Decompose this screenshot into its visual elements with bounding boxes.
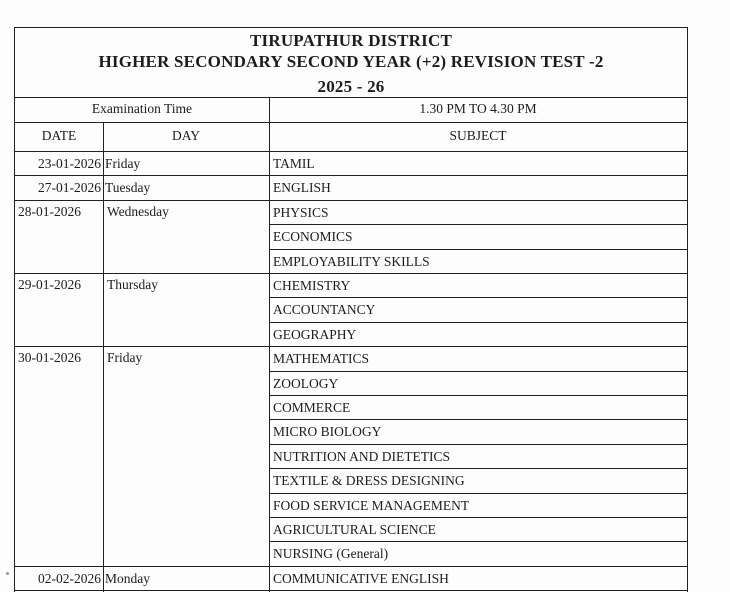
divider xyxy=(15,97,687,98)
subject-cell: TEXTILE & DRESS DESIGNING xyxy=(273,473,465,489)
subject-cell: ECONOMICS xyxy=(273,229,353,245)
day-cell: Friday xyxy=(105,156,141,171)
title-block xyxy=(15,28,687,97)
exam-time-value: 1.30 PM TO 4.30 PM xyxy=(419,101,537,116)
district-title: TIRUPATHUR DISTRICT xyxy=(249,31,452,50)
date-cell: 30-01-2026 xyxy=(18,350,81,366)
subject-cell: COMMUNICATIVE ENGLISH xyxy=(273,570,449,586)
subject-cell: FOOD SERVICE MANAGEMENT xyxy=(273,497,470,513)
row-divider xyxy=(269,395,687,396)
column-header-subject: SUBJECT xyxy=(449,128,507,143)
column-header-day: DAY xyxy=(171,128,200,143)
subject-cell: ACCOUNTANCY xyxy=(273,302,376,318)
subject-cell: TAMIL xyxy=(273,156,315,171)
day-cell: Monday xyxy=(105,570,150,586)
column-divider xyxy=(269,97,270,592)
exam-time-label: Examination Time xyxy=(91,101,193,116)
row-divider xyxy=(269,224,687,225)
timetable-sheet xyxy=(14,27,688,592)
row-divider xyxy=(15,346,687,347)
row-divider xyxy=(269,541,687,542)
scan-speck xyxy=(6,572,9,575)
day-cell: Friday xyxy=(107,350,143,366)
divider xyxy=(15,151,687,152)
row-divider xyxy=(15,273,687,274)
subject-cell: GEOGRAPHY xyxy=(273,326,357,342)
date-cell: 02-02-2026 xyxy=(38,570,101,586)
column-divider xyxy=(103,122,104,592)
row-divider xyxy=(269,297,687,298)
column-header-date: DATE xyxy=(41,128,77,143)
day-cell: Tuesday xyxy=(105,180,151,196)
row-divider xyxy=(269,322,687,323)
subject-cell: COMMERCE xyxy=(273,400,351,415)
subject-cell: ENGLISH xyxy=(273,180,331,196)
day-cell: Wednesday xyxy=(107,203,169,219)
subject-cell: MICRO BIOLOGY xyxy=(273,424,382,440)
subject-cell: EMPLOYABILITY SKILLS xyxy=(273,253,430,269)
row-divider xyxy=(269,517,687,518)
date-cell: 27-01-2026 xyxy=(38,180,101,196)
row-divider xyxy=(269,249,687,250)
academic-year: 2025 - 26 xyxy=(317,77,385,96)
subject-cell: PHYSICS xyxy=(273,204,329,220)
exam-title: HIGHER SECONDARY SECOND YEAR (+2) REVISION TEST -2 xyxy=(98,52,604,71)
subject-cell: CHEMISTRY xyxy=(273,278,351,293)
row-divider xyxy=(269,493,687,494)
row-divider xyxy=(269,444,687,445)
subject-cell: NUTRITION AND DIETETICS xyxy=(273,448,450,464)
row-divider xyxy=(15,175,687,176)
subject-cell: AGRICULTURAL SCIENCE xyxy=(273,522,436,537)
subject-cell: MATHEMATICS xyxy=(273,351,370,367)
row-divider xyxy=(269,419,687,420)
row-divider xyxy=(15,200,687,201)
date-cell: 29-01-2026 xyxy=(18,277,81,292)
subject-cell: ZOOLOGY xyxy=(273,375,339,391)
date-cell: 28-01-2026 xyxy=(18,203,81,219)
row-divider xyxy=(269,371,687,372)
row-divider xyxy=(269,468,687,469)
divider xyxy=(15,122,687,123)
subject-cell: NURSING (General) xyxy=(273,546,389,562)
row-divider xyxy=(15,566,687,567)
date-cell: 23-01-2026 xyxy=(38,156,101,171)
day-cell: Thursday xyxy=(107,277,158,292)
